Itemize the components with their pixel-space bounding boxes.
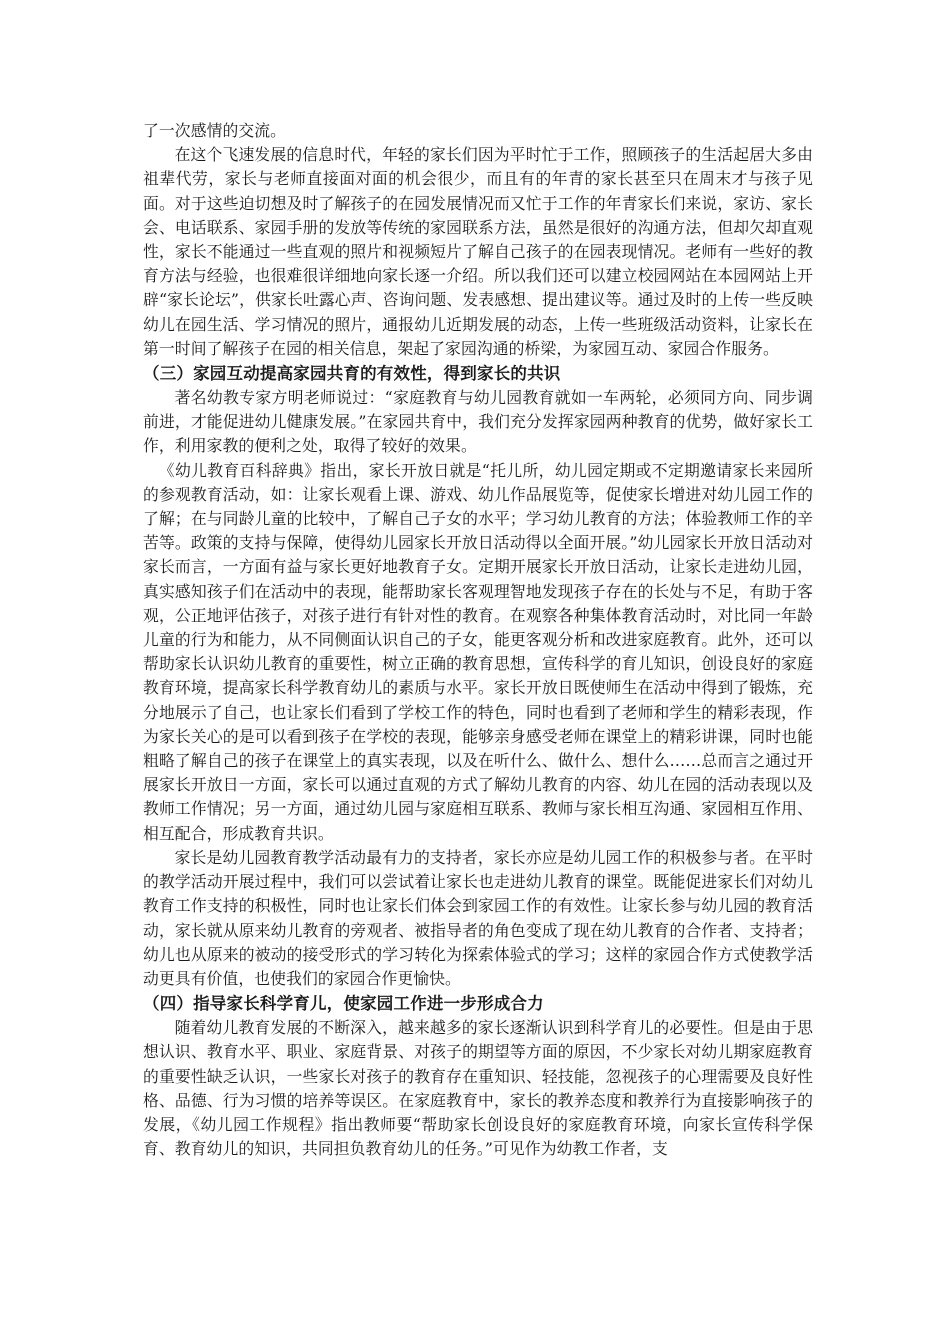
document-page [143, 119, 813, 1161]
paragraph-expert-quote: 著名幼教专家方明老师说过：“家庭教育与幼儿园教育就如一车两轮，必须同方向、同步调前进，才能促进幼儿健康发展。”在家园共育中，我们充分发挥家园两种教育的优势，做好家长工作，利用家教的便利之处，取得了较好的效果。 [143, 388, 813, 456]
paragraph-open-day: 《幼儿教育百科辞典》指出，家长开放日就是“托儿所，幼儿园定期或不定期邀请家长来园所的参观教育活动，如：让家长观看上课、游戏、幼儿作品展览等，促使家长增进对幼儿园工作的了解；在与同龄儿童的比较中，了解自己子女的水平；学习幼儿教育的方法；体验教师工作的辛苦等。政策的支持与保障，使得幼儿园家长开放日活动得以全面开展。”幼儿园家长开放日活动对家长而言，一方面有益与家长更好地教育子女。定期开展家长开放日活动，让家长走进幼儿园，真实感知孩子们在活动中的表现，能帮助家长客观理智地发现孩子存在的长处与不足，有助于客观，公正地评估孩子，对孩子进行有针对性的教育。在观察各种集体教育活动时，对比同一年龄儿童的行为和能力，从不同侧面认识自己的子女，能更客观分析和改进家庭教育。此外，还可以帮助家长认识幼儿教育的重要性，树立正确的教育思想，宣传科学的育儿知识，创设良好的家庭教育环境，提高家长科学教育幼儿的素质与水平。家长开放日既使师生在活动中得到了锻炼，充分地展示了自己，也让家长们看到了学校工作的特色，同时也看到了老师和学生的精彩表现，作为家长关心的是可以看到孩子在学校的表现，能够亲身感受老师在课堂上的精彩讲课，同时也能粗略了解自己的孩子在课堂上的真实表现，以及在听什么、做什么、想什么……总而言之通过开展家长开放日一方面，家长可以通过直观的方式了解幼儿教育的内容、幼儿在园的活动表现以及教师工作情况；另一方面，通过幼儿园与家庭相互联系、教师与家长相互沟通、家园相互作用、相互配合，形成教育共识。 [143, 460, 813, 843]
section-heading-3: （三）家园互动提高家园共育的有效性，得到家长的共识 [143, 364, 561, 384]
paragraph-continuation: 了一次感情的交流。 [143, 121, 287, 140]
paragraph-parent-participation: 家长是幼儿园教育教学活动最有力的支持者，家长亦应是幼儿园工作的积极参与者。在平时的教学活动开展过程中，我们可以尝试着让家长也走进幼儿教育的课堂。既能促进家长们对幼儿教育工作支持的积极性，同时也让家长们体会到家园工作的有效性。让家长参与幼儿园的教育活动，家长就从原来幼儿教育的旁观者、被指导者的角色变成了现在幼儿教育的合作者、支持者；幼儿也从原来的被动的接受形式的学习转化为探索体验式的学习；这样的家园合作方式使教学活动更具有价值，也使我们的家园合作更愉快。 [143, 847, 813, 988]
paragraph-information-age: 在这个飞速发展的信息时代，年轻的家长们因为平时忙于工作，照顾孩子的生活起居大多由祖辈代劳，家长与老师直接面对面的机会很少，而且有的年青的家长甚至只在周末才与孩子见面。对于这些迫切想及时了解孩子的在园发展情况而又忙于工作的年青家长们来说，家访、家长会、电话联系、家园手册的发放等传统的家园联系方法，虽然是很好的沟通方法，但却欠却直观性，家长不能通过一些直观的照片和视频短片了解自己孩子的在园表现情况。老师有一些好的教育方法与经验，也很难很详细地向家长逐一介绍。所以我们还可以建立校园网站在本园网站上开辟“家长论坛”，供家长吐露心声、咨询问题、发表感想、提出建议等。通过及时的上传一些反映幼儿在园生活、学习情况的照片，通报幼儿近期发展的动态，上传一些班级活动资料，让家长在第一时间了解孩子在园的相关信息，架起了家园沟通的桥梁，为家园互动、家园合作服务。 [143, 145, 813, 358]
paragraph-scientific-parenting: 随着幼儿教育发展的不断深入，越来越多的家长逐渐认识到科学育儿的必要性。但是由于思想认识、教育水平、职业、家庭背景、对孩子的期望等方面的原因，不少家长对幼儿期家庭教育的重要性缺乏认识，一些家长对孩子的教育存在重知识、轻技能，忽视孩子的心理需要及良好性格、品德、行为习惯的培养等误区。在家庭教育中，家长的教养态度和教养行为直接影响孩子的发展，《幼儿园工作规程》指出教师要“帮助家长创设良好的家庭教育环境，向家长宣传科学保育、教育幼儿的知识，共同担负教育幼儿的任务。”可见作为幼教工作者，支 [143, 1018, 813, 1159]
section-heading-4: （四）指导家长科学育儿，使家园工作进一步形成合力 [143, 994, 544, 1014]
